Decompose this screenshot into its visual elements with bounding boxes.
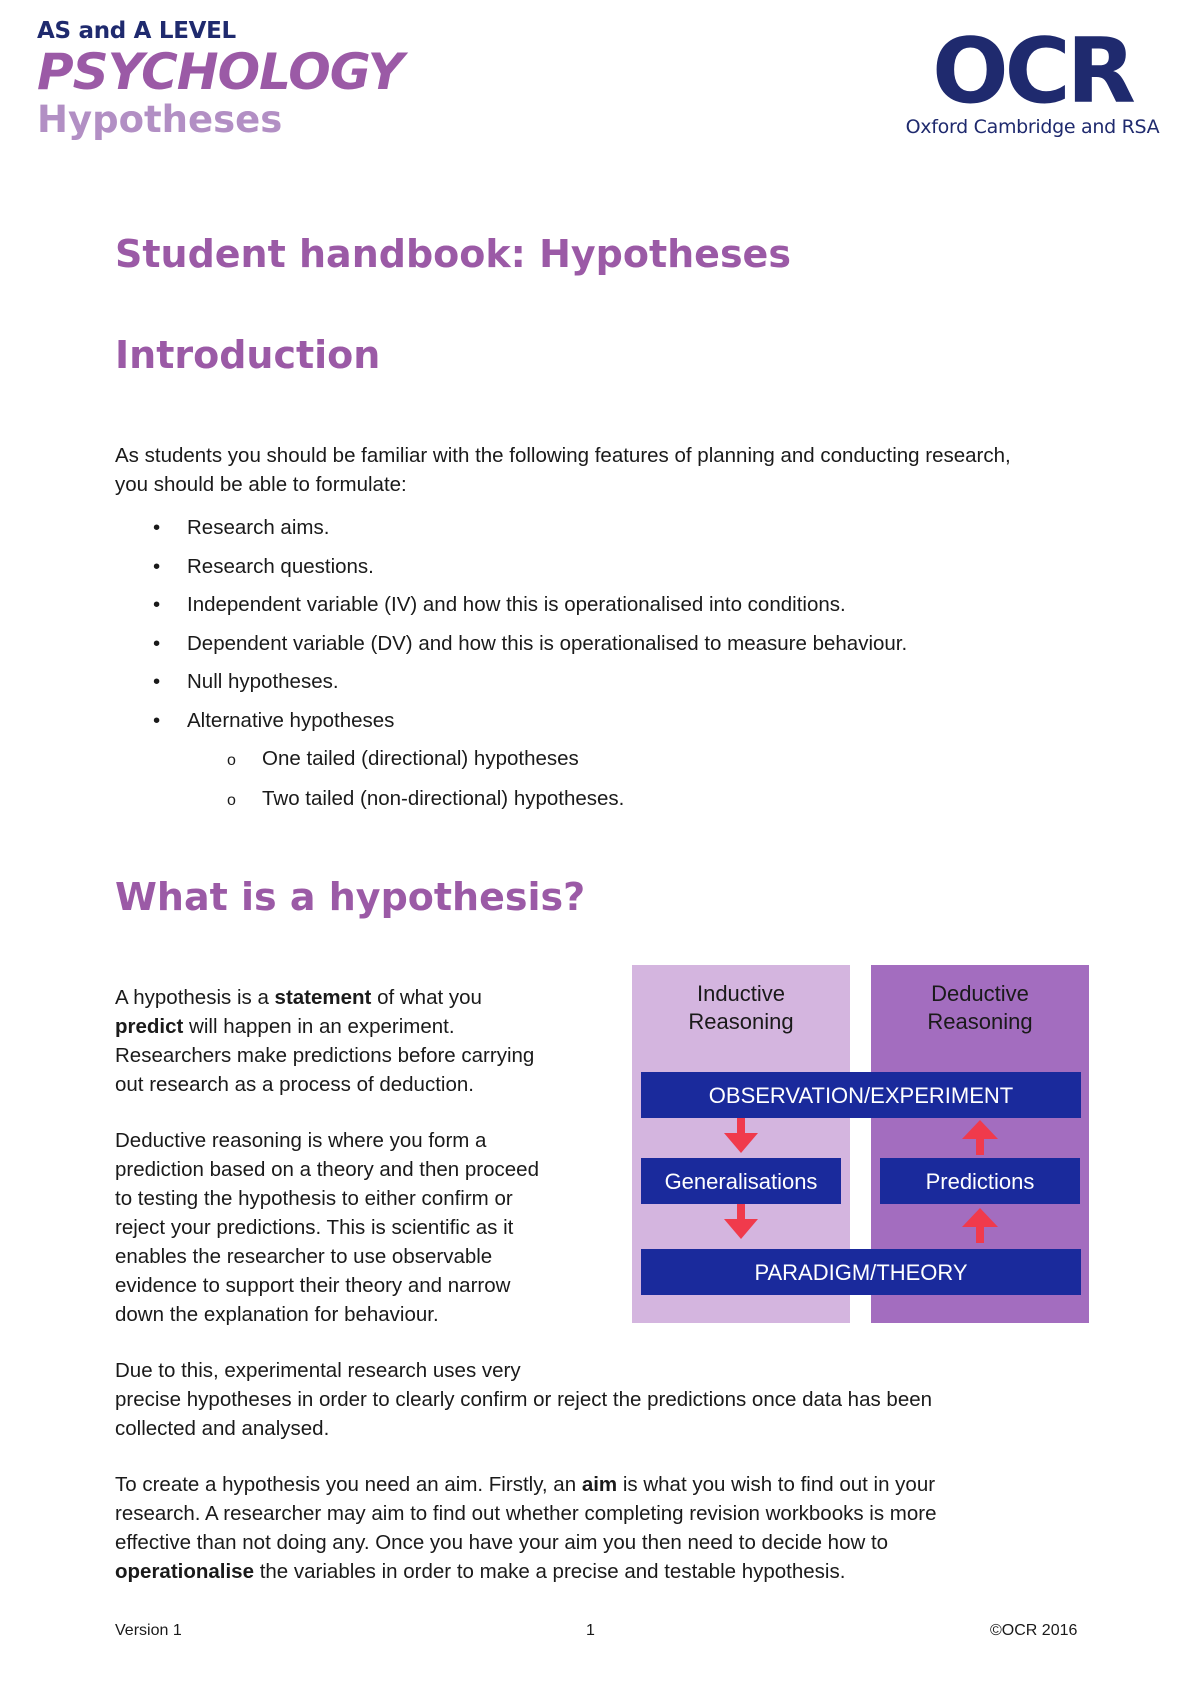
circle-bullet-icon: o (227, 792, 236, 809)
footer-copyright: ©OCR 2016 (990, 1622, 1078, 1639)
topic-title: Hypotheses (37, 98, 283, 141)
reasoning-diagram (632, 965, 1089, 1323)
observation-label: OBSERVATION/EXPERIMENT (708, 1083, 1014, 1108)
footer-version: Version 1 (115, 1622, 182, 1639)
bullet-icon: • (153, 516, 161, 539)
list-item: • Research aims. (115, 513, 1115, 552)
ocr-logo-subtitle: Oxford Cambridge and RSA (905, 116, 1160, 138)
what-is-hypothesis-heading: What is a hypothesis? (115, 875, 586, 919)
intro-line-2: you should be able to formulate: (115, 473, 407, 496)
inductive-label-line-1: Inductive (696, 981, 786, 1006)
page-title: Student handbook: Hypotheses (115, 232, 791, 276)
keyword-statement: statement (274, 986, 372, 1009)
reasoning-diagram-svg (632, 965, 1089, 1323)
deductive-label-line-2: Reasoning (927, 1009, 1033, 1034)
intro-paragraph (115, 441, 1115, 499)
subject-title: PSYCHOLOGY (37, 43, 403, 101)
bullet-icon: • (153, 670, 161, 693)
intro-line-1: As students you should be familiar with the following features of planning and conducting research, (115, 444, 1011, 467)
generalisations-label: Generalisations (664, 1169, 818, 1194)
hypothesis-paragraph-2: Deductive reasoning is where you form a prediction based on a theory and then proceed to testing the hypothesis to either confirm or reject your predictions. This is scientific as it enables the researcher to use observable evidence to support their theory and narrow down the explanation for behaviour. (115, 1129, 539, 1326)
ocr-logo-letters: OCR (932, 30, 1132, 115)
list-item: • Null hypotheses. (115, 667, 1115, 706)
list-item: • Independent variable (IV) and how this is operationalised into conditions. (115, 590, 1115, 629)
list-item: • Alternative hypotheses (115, 706, 1115, 745)
bullet-icon: • (153, 593, 161, 616)
hypothesis-paragraph-4: To create a hypothesis you need an aim. Firstly, an aim is what you wish to find out in your research. A researcher may aim to find out whether completing revision workbooks is more effective than not doing any. Once you have your aim you then need to decide how to operationalise the variables in order to make a precise and testable hypothesis. (115, 1473, 937, 1583)
bullet-icon: • (153, 554, 161, 578)
qualification-level: AS and A LEVEL (37, 18, 236, 44)
hypothesis-paragraph-3: Due to this, experimental research uses very precise hypotheses in order to clearly confirm or reject the predictions once data has been collected and analysed. (115, 1359, 933, 1440)
keyword-operationalise: operationalise (115, 1560, 254, 1583)
list-item: • Research questions. (115, 552, 1115, 591)
predictions-label: Predictions (925, 1169, 1035, 1194)
keyword-aim: aim (581, 1473, 618, 1496)
bullet-icon: • (153, 631, 161, 655)
inductive-label-line-2: Reasoning (688, 1009, 794, 1034)
footer-page-number: 1 (586, 1622, 595, 1639)
ocr-logo-mark (905, 30, 1160, 115)
bullet-icon: • (153, 708, 161, 732)
hypothesis-paragraph-1: A hypothesis is a statement of what you predict will happen in an experiment. Researchers make predictions before carrying out research as a process of deduction. (115, 986, 535, 1096)
features-list (115, 513, 1115, 824)
ocr-logo (905, 30, 1160, 145)
circle-bullet-icon: o (227, 752, 236, 769)
list-item: • Dependent variable (DV) and how this is operationalised to measure behaviour. (115, 629, 1115, 668)
paradigm-label: PARADIGM/THEORY (754, 1260, 968, 1285)
sub-list-item: o Two tailed (non-directional) hypotheses. (115, 784, 1115, 824)
brand-header (37, 18, 403, 140)
deductive-label-line-1: Deductive (931, 981, 1029, 1006)
keyword-predict: predict (115, 1015, 184, 1038)
sub-list-item: o One tailed (directional) hypotheses (115, 744, 1115, 784)
introduction-heading: Introduction (115, 333, 381, 377)
